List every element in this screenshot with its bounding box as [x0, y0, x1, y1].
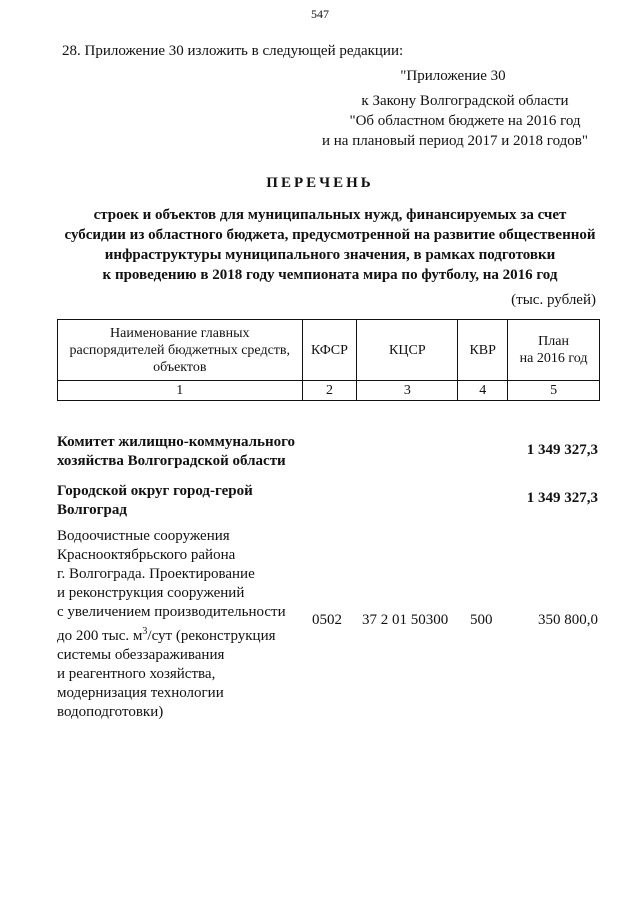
subtitle-line: субсидии из областного бюджета, предусмотренной на развитие общественной	[64, 227, 596, 243]
document-subtitle	[60, 205, 600, 285]
table-row-city-plan: 1 349 327,3	[526, 490, 598, 506]
document-title: ПЕРЕЧЕНЬ	[266, 175, 374, 191]
table-row-object-kcsr: 37 2 01 50300	[362, 612, 449, 628]
appendix-line-3: "Об областном бюджете на 2016 год	[349, 113, 581, 129]
appendix-line-4: и на плановый период 2017 и 2018 годов"	[322, 133, 588, 149]
page-number: 547	[311, 7, 329, 21]
column-number: 1	[58, 381, 303, 401]
table-row-object-kfsr: 0502	[312, 612, 342, 628]
header-kvr: КВР	[458, 320, 508, 381]
header-kfsr: КФСР	[302, 320, 357, 381]
column-number: 4	[458, 381, 508, 401]
table-row-object-plan: 350 800,0	[538, 612, 598, 628]
budget-table-header	[57, 319, 600, 401]
table-row-city-name: Городской округ город-герой Волгоград	[57, 483, 253, 518]
header-kcsr: КЦСР	[357, 320, 458, 381]
table-header-row	[58, 320, 600, 381]
subtitle-line: строек и объектов для муниципальных нужд, финансируемых за счет	[93, 207, 567, 223]
column-number: 2	[302, 381, 357, 401]
column-number: 5	[508, 381, 600, 401]
appendix-line-2: к Закону Волгоградской области	[361, 93, 569, 109]
header-plan: План на 2016 год	[508, 320, 600, 381]
table-row-committee-plan: 1 349 327,3	[526, 442, 598, 458]
column-number-row	[58, 381, 600, 401]
subtitle-line: к проведению в 2018 году чемпионата мира по футболу, на 2016 год	[102, 267, 558, 283]
header-name: Наименование главных распорядителей бюджетных средств, объектов	[58, 320, 303, 381]
subtitle-line: инфраструктуры муниципального значения, в рамках подготовки	[104, 247, 556, 263]
column-number: 3	[357, 381, 458, 401]
table-row-committee-name: Комитет жилищно-коммунального хозяйства Волгоградской области	[57, 434, 296, 469]
units-label: (тыс. рублей)	[511, 292, 596, 308]
table-row-object-name: Водоочистные сооружения Краснооктябрьского района г. Волгограда. Проектирование и реконструкция сооружений с увеличением производительности до 200 тыс. $м^3$/сут (реконструкция системы обеззараживания и реагентного хозяйства, модернизация технологии водоподготовки)	[57, 528, 286, 720]
intro-text: 28. Приложение 30 изложить в следующей редакции:	[62, 43, 404, 59]
table-row-object-kvr: 500	[470, 612, 493, 628]
appendix-line-1: "Приложение 30	[400, 68, 506, 84]
